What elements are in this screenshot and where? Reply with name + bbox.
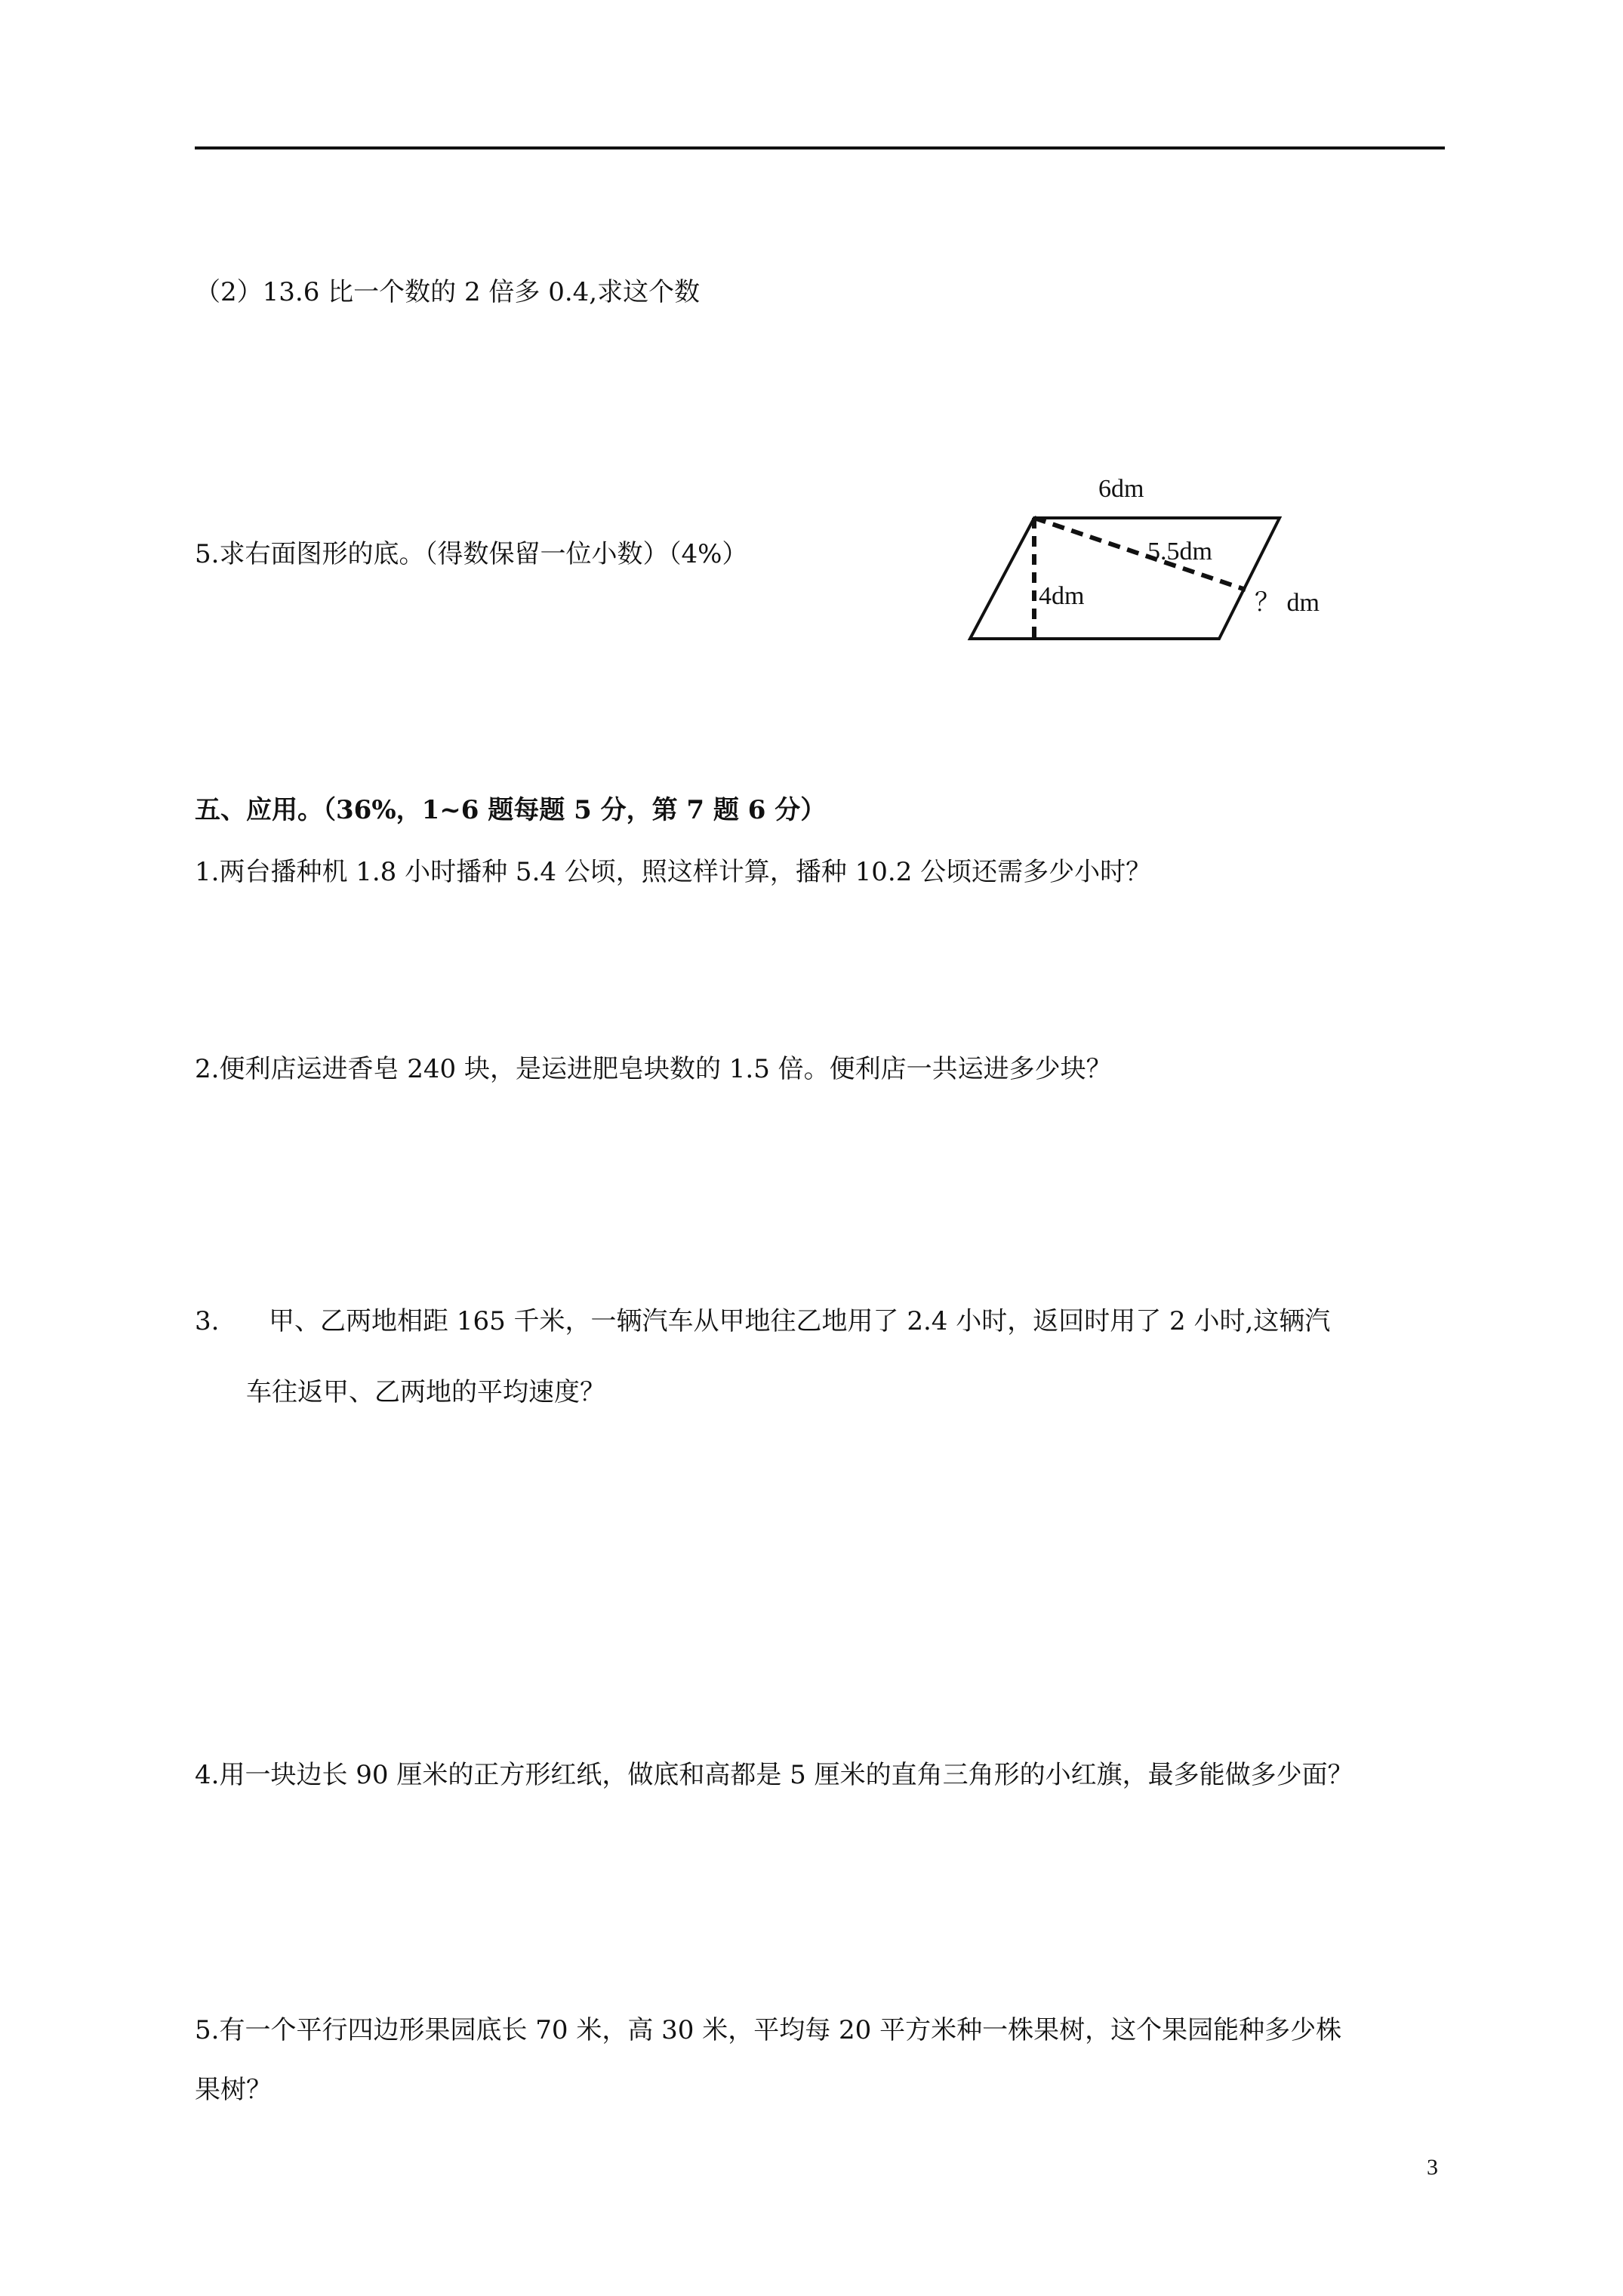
parallelogram-outline [970, 518, 1280, 639]
application-question-5-line-2: 果树？ [195, 2075, 272, 2105]
application-question-1: 1.两台播种机 1.8 小时播种 5.4 公顷，照这样计算，播种 10.2 公顷还需多少小时？ [195, 857, 1152, 887]
header-rule [195, 146, 1445, 149]
top-side-label: 6dm [1098, 475, 1144, 503]
application-question-3-number: 3. [195, 1306, 220, 1336]
diagonal-label: 5.5dm [1147, 538, 1212, 566]
question-4-5: 5.求右面图形的底。（得数保留一位小数）（4%） [195, 539, 748, 569]
application-question-3-line-2: 车往返甲、乙两地的平均速度？ [246, 1377, 605, 1407]
height-label: 4dm [1039, 582, 1085, 610]
page-number: 3 [1427, 2155, 1438, 2180]
application-question-2: 2.便利店运进香皂 240 块，是运进肥皂块数的 1.5 倍。便利店一共运进多少块？ [195, 1054, 1112, 1084]
application-question-3-line-1: 甲、乙两地相距 165 千米，一辆汽车从甲地往乙地用了 2.4 小时，返回时用了 2 小时,这辆汽 [269, 1306, 1331, 1336]
diagonal-dashed-line [1034, 518, 1246, 590]
question-4-2: （2）13.6 比一个数的 2 倍多 0.4,求这个数 [195, 277, 701, 307]
application-question-5-line-1: 5.有一个平行四边形果园底长 70 米，高 30 米，平均每 20 平方米种一株果树，这个果园能种多少株 [195, 2015, 1342, 2045]
parallelogram-figure [959, 465, 1366, 646]
application-question-4: 4.用一块边长 90 厘米的正方形红纸，做底和高都是 5 厘米的直角三角形的小红旗，最多能做多少面？ [195, 1760, 1354, 1790]
unknown-side-label: ？ dm [1255, 589, 1320, 617]
section-5-title: 五、应用。（36%，1~6 题每题 5 分，第 7 题 6 分） [195, 795, 827, 825]
